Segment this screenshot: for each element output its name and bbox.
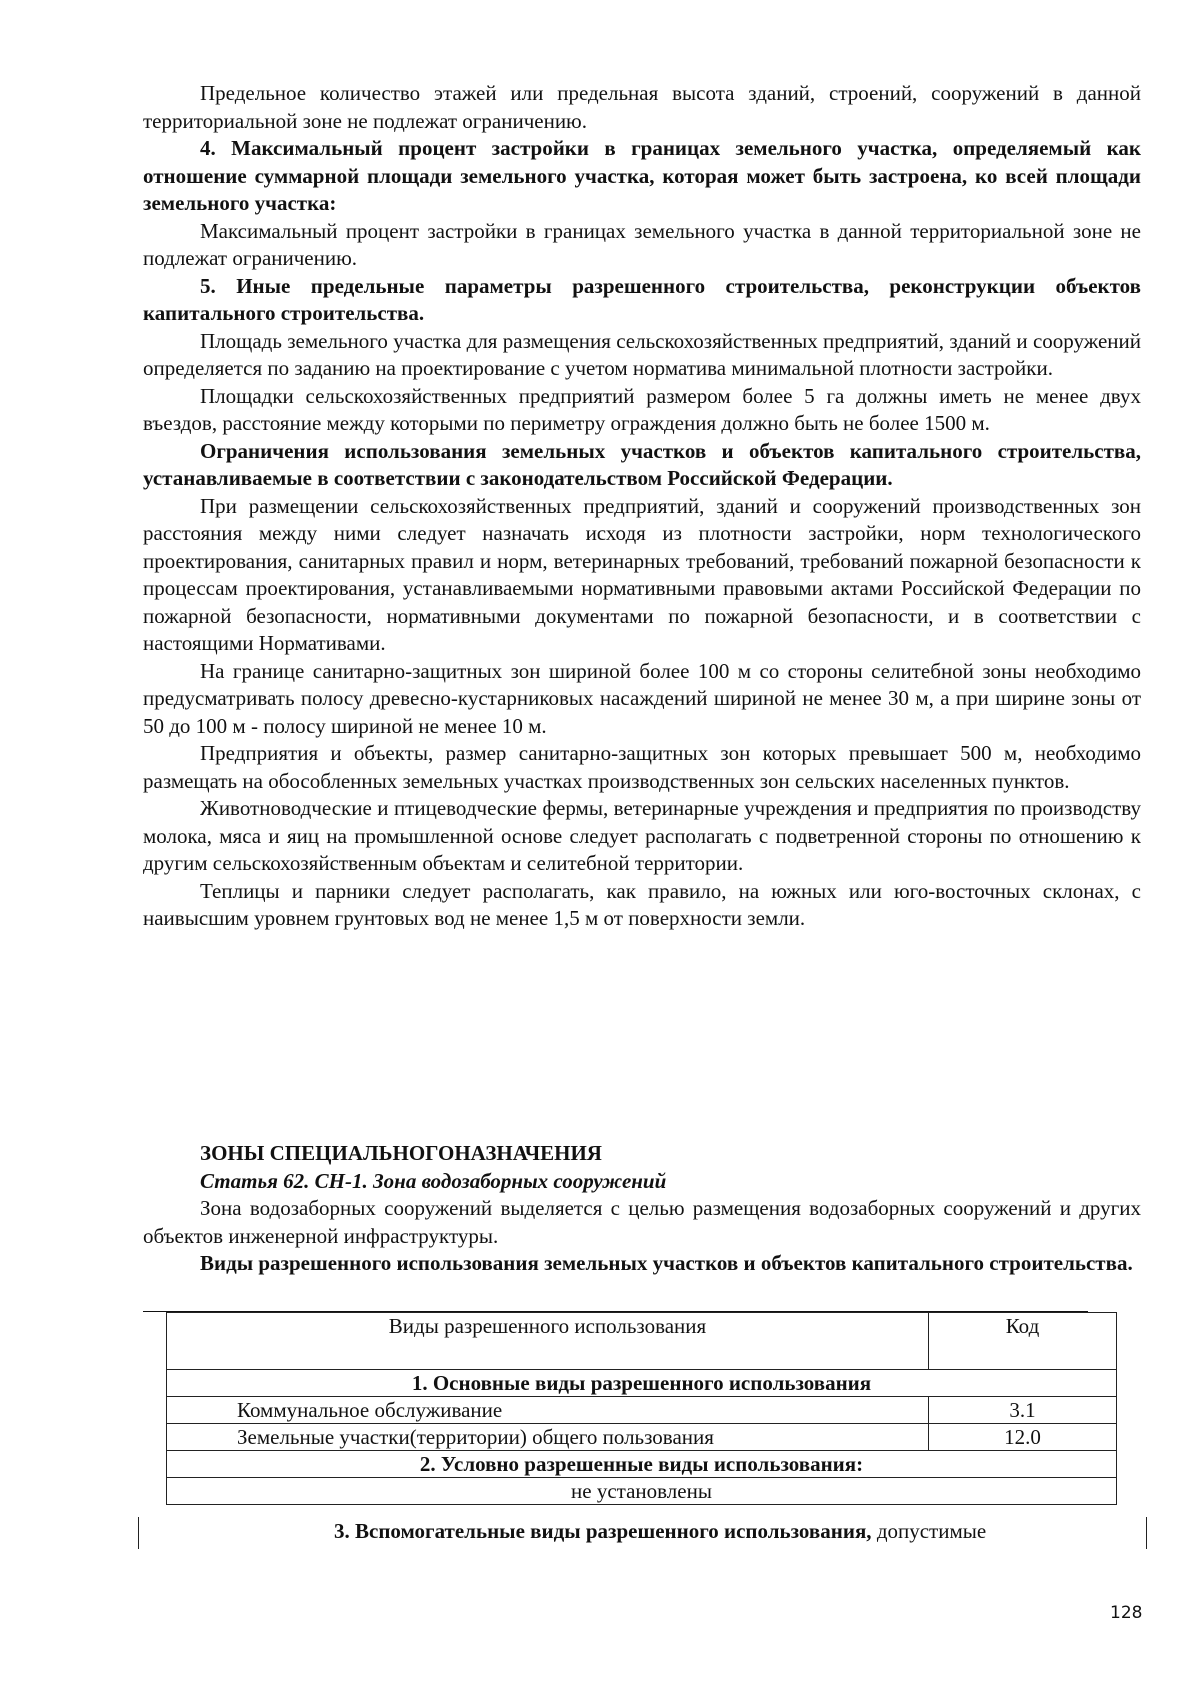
table-row	[167, 1397, 1117, 1424]
paragraph: Животноводческие и птицеводческие фермы, ветеринарные учреждения и предприятия по производству молока, мяса и яиц на промышленной основе следует располагать с подветренной стороны по отношению к другим сельскохозяйственным объектам и селитебной территории.	[143, 796, 1141, 875]
special-zones-section	[143, 1140, 1141, 1278]
article-title: Статья 62. СН-1. Зона водозаборных сооружений	[200, 1168, 667, 1193]
page-number: 128	[1110, 1603, 1143, 1623]
conditional-uses-value: не установлены	[167, 1478, 1117, 1505]
group-row	[167, 1451, 1117, 1478]
table-row	[167, 1424, 1117, 1451]
paragraph: Площадки сельскохозяйственных предприятий размером более 5 га должны иметь не менее двух въездов, расстояние между которыми по периметру ограждения должно быть не более 1500 м.	[143, 383, 1141, 435]
table-heading: Виды разрешенного использования земельных участков и объектов капитального строительства.	[200, 1251, 1133, 1275]
group-row	[167, 1370, 1117, 1397]
paragraph: Площадь земельного участка для размещения сельскохозяйственных предприятий, зданий и сооружений определяется по заданию на проектирование с учетом норматива минимальной плотности застройки.	[143, 328, 1141, 380]
auxiliary-uses-rest: допустимые	[871, 1519, 987, 1543]
section-title: ЗОНЫ СПЕЦИАЛЬНОГОНАЗНАЧЕНИЯ	[200, 1141, 602, 1165]
group-main-uses: 1. Основные виды разрешенного использования	[167, 1370, 1117, 1397]
header-code: Код	[929, 1313, 1117, 1370]
table-row	[167, 1478, 1117, 1505]
paragraph: Максимальный процент застройки в границах земельного участка в данной территориальной зоне не подлежат ограничению.	[143, 218, 1141, 270]
text-body	[143, 80, 1141, 933]
section-intro: Зона водозаборных сооружений выделяется с целью размещения водозаборных сооружений и других объектов инженерной инфраструктуры.	[143, 1196, 1141, 1248]
auxiliary-uses-label	[334, 1518, 986, 1545]
header-name: Виды разрешенного использования	[167, 1313, 929, 1370]
use-name: Коммунальное обслуживание	[167, 1397, 929, 1424]
paragraph: На границе санитарно-защитных зон шириной более 100 м со стороны селитебной зоны необходимо предусматривать полосу древесно-кустарниковых насаждений шириной не менее 30 м, а при ширине зоны от 50 до 100 м - полосу шириной не менее 10 м.	[143, 658, 1141, 738]
auxiliary-uses-bold: 3. Вспомогательные виды разрешенного использования,	[334, 1519, 872, 1543]
heading-restrictions: Ограничения использования земельных участков и объектов капитального строительства, устанавливаемые в соответствии с законодательством Российской Федерации.	[143, 438, 1141, 490]
group-conditional-uses: 2. Условно разрешенные виды использования:	[167, 1451, 1117, 1478]
heading-5: 5. Иные предельные параметры разрешенного строительства, реконструкции объектов капитального строительства.	[143, 273, 1141, 325]
paragraph: Предприятия и объекты, размер санитарно-защитных зон которых превышает 500 м, необходимо размещать на обособленных земельных участках производственных зон сельских населенных пунктов.	[143, 741, 1141, 793]
paragraph: При размещении сельскохозяйственных предприятий, зданий и сооружений производственных зон расстояния между ними следует назначать исходя из плотности застройки, норм технологического проектирования, санитарных правил и норм, ветеринарных требований, требований пожарной безопасности к процессам проектирования, устанавливаемыми нормативными правовыми актами Российской Федерации по пожарной безопасности, нормативными документами по пожарной безопасности, и в соответствии с настоящими Нормативами.	[143, 493, 1141, 655]
use-name: Земельные участки(территории) общего пользования	[167, 1424, 929, 1451]
heading-4: 4. Максимальный процент застройки в границах земельного участка, определяемый как отношение суммарной площади земельного участка, которая может быть застроена, ко всей площади земельного участка:	[143, 136, 1141, 215]
paragraph: Теплицы и парники следует располагать, как правило, на южных или юго-восточных склонах, с наивысшим уровнем грунтовых вод не менее 1,5 м от поверхности земли.	[143, 878, 1141, 930]
use-code: 3.1	[929, 1397, 1117, 1424]
paragraph: Предельное количество этажей или предельная высота зданий, строений, сооружений в данной территориальной зоне не подлежат ограничению.	[143, 81, 1141, 133]
table-header-row	[167, 1313, 1117, 1370]
use-code: 12.0	[929, 1424, 1117, 1451]
auxiliary-uses-row	[138, 1517, 1147, 1549]
permitted-uses-table	[166, 1312, 1117, 1505]
